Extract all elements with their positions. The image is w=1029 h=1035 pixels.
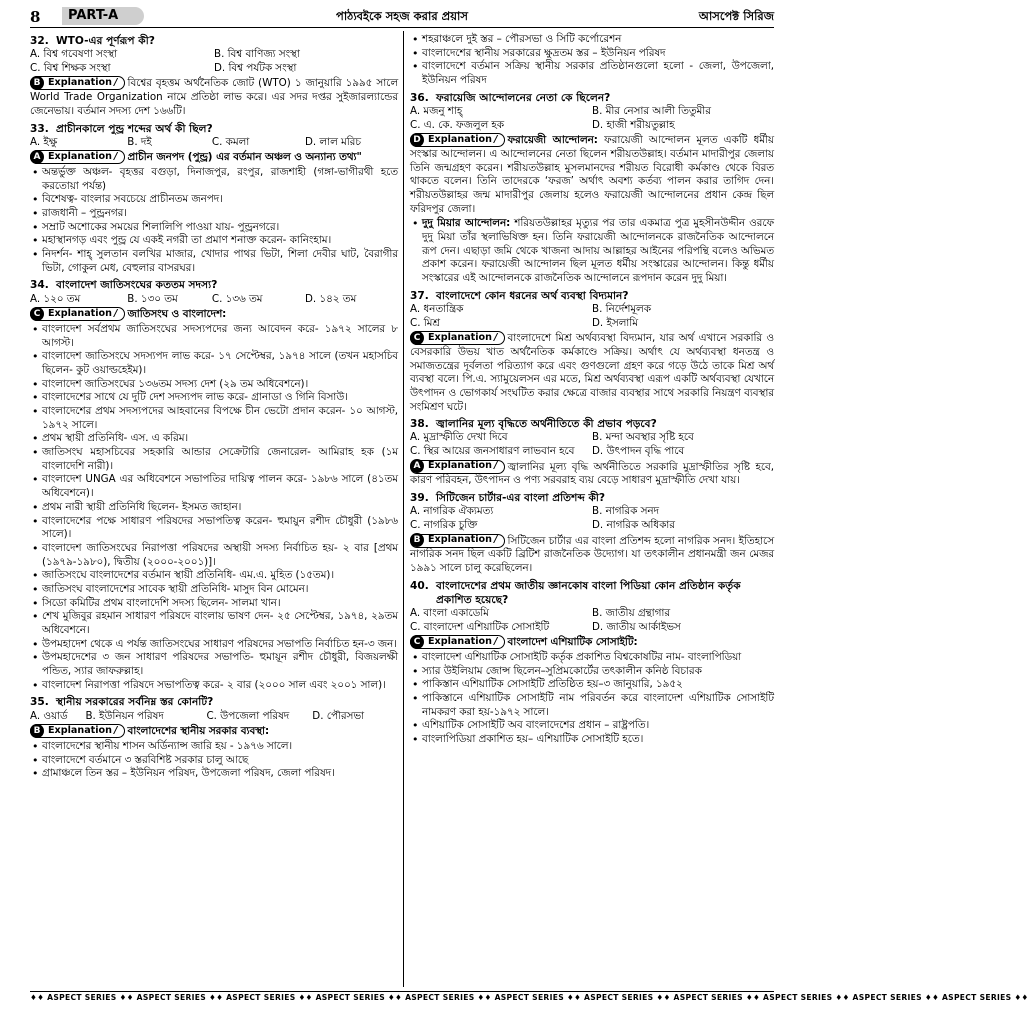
list-item: • মহাস্থানগড় এবং পুন্ড্র যে একই নগরী তা প্রমাণ শনাক্ত করেন- কানিংহাম। (30, 234, 398, 248)
question-number: 33. (30, 122, 49, 135)
explanation (30, 724, 398, 739)
question-number: 36. (410, 91, 429, 104)
question-number: 38. (410, 418, 429, 431)
question-33 (30, 122, 398, 136)
badge-label: Explanation (428, 635, 492, 647)
explanation-heading: বাংলাদেশ এশিয়াটিক সোসাইটি: (507, 636, 638, 649)
explanation-badge: B Explanation / (410, 534, 505, 548)
explanation (30, 76, 398, 118)
option-c: C. উপজেলা পরিষদ (206, 709, 290, 722)
bullet-lead: দুদু মিয়ার আন্দোলন: (422, 217, 511, 230)
list-item: • পাকিস্তান এশিয়াটিক সোসাইটি প্রতিষ্ঠিত হয়–৩ জানুয়ারি, ১৯৫২ (410, 678, 774, 692)
explanation-heading: জাতিসংঘ ও বাংলাদেশ: (127, 308, 227, 321)
page-header (30, 6, 774, 28)
list-item: • বাংলাদেশে বর্তমান সক্রিয় স্থানীয় সরকার প্রতিষ্ঠানগুলো হলো - জেলা, উপজেলা, ইউনিয়ন পরিষদ (410, 60, 774, 87)
question-number: 35. (30, 696, 49, 709)
option-a: A. বিশ্ব গবেষণা সংস্থা (30, 48, 118, 61)
explanation-text: ফরায়েজী আন্দোলন মূলত একটি ধর্মীয় সংস্কার আন্দোলন। এ আন্দোলনের নেতা ছিলেন শরীয়তউল্লাহ। বর্তমান মাদারীপুর জেলায় তিনি জন্মগ্রহণ করেন। শরীয়তউল্লাহ মুসলমানদের শরীয়ত বিরোধী কর্মকাণ্ড থেকে বিরত থাকতে বলেন। তিনি তাদেরকে ‘ফরজ’ অর্থাৎ অবশ্য কর্তব্য পালন করার তাগিদ দেন। শরীয়তউল্লাহর জন্ম মাদারীপুর জেলায় হলেও ফরায়েজী আন্দোলনের প্রধান কেন্দ্র ছিল ফরিদপুর জেলা। (410, 134, 774, 215)
option-b: B. মীর নেসার আলী তিতুমীর (592, 104, 711, 117)
question-number: 32. (30, 35, 49, 47)
question-text: ফরায়েজি আন্দোলনের নেতা কে ছিলেন? (436, 91, 611, 104)
footer-series-band: ♦♦ ASPECT SERIES ♦♦ ASPECT SERIES ♦♦ ASPECT SERIES ♦♦ ASPECT SERIES ♦♦ ASPECT SERIES ♦♦ ASPECT SERIES ♦♦ ASPECT SERIES ♦♦ ASPECT SERIES ♦♦ ASPECT SERIES ♦♦ ASPECT SERIES ♦♦ ASPECT SERIES ♦♦ (30, 993, 1029, 1002)
answer-letter: A (410, 459, 424, 473)
explanation-heading: প্রাচীন জনপদ (পুন্ড্র) এর বর্তমান অঞ্চল ও অন্যান্য তথ্য" (127, 151, 362, 164)
explanation (410, 534, 774, 576)
explanation-heading: বাংলাদেশের স্থানীয় সরকার ব্যবস্থা: (127, 725, 270, 738)
list-item: • বাংলাদেশের প্রথম সদস্যপদের আহবানের বিপক্ষে চীন ভেটো প্রদান করেন- ১০ আগস্ট, ১৯৭২ সালে। (30, 405, 398, 432)
explanation-text: সিটিজেন চার্টার এর বাংলা প্রতিশব্দ হলো নাগরিক সনদ। ইতিহাসে নাগরিক সনদ ছিল একটি ব্রিটিশ রাজনৈতিক উদ্যোগ। যা তৎকালীন প্রধানমন্ত্রী জন মেজর ১৯৯১ সালে চালু করেছিলেন। (410, 534, 774, 574)
option-c: C. ১৩৬ তম (211, 292, 263, 305)
options (30, 136, 398, 150)
question-text: বাংলাদেশে কোন ধরনের অর্থ ব্যবস্থা বিদ্যমান? (436, 289, 629, 302)
explanation (30, 307, 398, 322)
options (30, 293, 398, 307)
option-a: A. মুদ্রাস্ফীতি দেখা দিবে (410, 431, 508, 444)
explanation (410, 635, 774, 650)
question-text: জ্বালানির মূল্য বৃদ্ধিতে অর্থনীতিতে কী প্রভাব পড়বে? (436, 418, 657, 431)
option-b: B. দই (127, 135, 152, 148)
option-b: B. নির্দেশমূলক (592, 302, 651, 315)
question-39 (410, 491, 774, 505)
list-item: • নিদর্শন- শাহ্ সুলতান বলখির মাজার, খোদার পাথর ভিটা, শিলা দেবীর ঘাট, বৈরাগীর ভিটা, গোকুল মেধ, বেহুলার বাসরঘর। (30, 248, 398, 275)
left-column (30, 31, 398, 989)
list-item: • বাংলাপিডিয়া প্রকাশিত হয়– এশিয়াটিক সোসাইটি হতে। (410, 733, 774, 747)
explanation-badge: A Explanation / (410, 460, 505, 474)
list-item: • সম্রাট অশোকের সময়ের শিলালিপি পাওয়া যায়- পুন্ড্রনগরে। (30, 221, 398, 235)
question-number: 34. (30, 279, 49, 292)
explanation-badge: C Explanation / (410, 331, 505, 345)
list-item: • অন্তর্ভুক্ত অঞ্চল- বৃহত্তর বগুড়া, দিনাজপুর, রংপুর, রাজশাহী (গঙ্গা-ভাগীরথী হতে করতোয়া পর্যন্ত) (30, 166, 398, 193)
bullet-list (410, 33, 774, 88)
answer-letter: B (30, 76, 44, 90)
list-item: • উপমহাদেশ থেকে এ পর্যন্ত জাতিসংঘের সাধারণ পরিষদের সভাপতি নির্বাচিত হন-৩ জন। (30, 638, 398, 652)
question-text: সিটিজেন চার্টার-এর বাংলা প্রতিশব্দ কী? (436, 492, 606, 505)
option-a: A. বাংলা একাডেমি (410, 606, 489, 619)
answer-letter: A (30, 150, 44, 164)
list-item: • রাজধানী – পুন্ড্রনগর। (30, 207, 398, 221)
list-item: • জাতিসংঘে বাংলাদেশের বর্তমান স্থায়ী প্রতিনিধি- এম.এ. মুহিত (১৫তম)। (30, 569, 398, 583)
explanation-text: জ্বালানির মূল্য বৃদ্ধি অর্থনীতিতে সরকারি মুদ্রাস্ফীতির সৃষ্টি হবে, কারণ পরিবহন, উৎপাদন ও পণ্য সরবরাহ ব্যয় বেড়ে সাধারণ মুদ্রাস্ফীতি দেখা যায়। (410, 460, 774, 487)
badge-label: Explanation (428, 460, 492, 472)
answer-letter: B (410, 533, 424, 547)
list-item: • বাংলাদেশের স্থানীয় সরকারের ক্ষুদ্রতম স্তর – ইউনিয়ন পরিষদ (410, 47, 774, 61)
explanation-text: বিশ্বের বৃহত্তম অর্থনৈতিক জোট (WTO) ১ জানুয়ারি ১৯৯৫ সালে World Trade Organization নামে প্রতিষ্ঠা লাভ করে। এর সদর দপ্তর সুইজারল্যান্ডের জেনেভায়। বর্তমান সদস্য দেশ ১৬৬টি। (30, 77, 398, 117)
explanation (410, 460, 774, 488)
list-item: • প্রথম নারী স্থায়ী প্রতিনিধি ছিলেন- ইসমত জাহান। (30, 501, 398, 515)
options (30, 710, 398, 724)
explanation-badge: B Explanation / (30, 724, 125, 738)
series-name: আসপেক্ট সিরিজ (698, 9, 774, 23)
option-c: C. কমলা (211, 135, 250, 148)
list-item: • জাতিসংঘ মহাসচিবের সহকারি আন্ডার সেক্রেটারি জেনারেল- আমিরাহ হক (১ম বাংলাদেশি নারী)। (30, 446, 398, 473)
bullet-text: শরিয়তউল্লাহর মৃত্যুর পর তার একমাত্র পুত্র মুহসীনউদ্দীন ওরফে দুদু মিয়া তাঁর স্থলাভিষিক্ত হন। তিনি ফরায়েজী আন্দোলনকে রাজনৈতিক আন্দোলনে রূপ দেন। এছাড়া জমি থেকে খাজনা আদায় আল্লাহর আইনের পরিপন্থি বলেও অভিমত প্রকাশ করেন। ফরায়েজী আন্দোলন ছিল মূলত ধর্মীয় সংস্কারের আন্দোলন। কিন্তু ধর্মীয় সংস্কারের এই আন্দোলনকে রাজনৈতিক আন্দোলনে রূপদান করেন দুদু মিয়া। (422, 217, 774, 285)
option-a: A. নাগরিক ঐক্যমত্য (410, 505, 494, 518)
list-item: • বাংলাদেশের সাথে যে দুটি দেশ সদস্যপদ লাভ করে- গ্রানাডা ও গিনি বিসাউ। (30, 391, 398, 405)
explanation (410, 331, 774, 414)
list-item: • বাংলাদেশের স্থানীয় শাসন অর্ডিন্যান্স জারি হয় - ১৯৭৬ সালে। (30, 740, 398, 754)
list-item: • স্যার উইলিয়াম জোন্স ছিলেন–সুপ্রিমকোর্টের তৎকালীন কনিষ্ঠ বিচারক (410, 665, 774, 679)
option-a: A. ১২০ তম (30, 292, 81, 305)
list-item: • বাংলাদেশ UNGA এর অধিবেশনে সভাপতির দায়িত্ব পালন করে- ১৯৮৬ সালে (৪১তম অধিবেশনে)। (30, 473, 398, 500)
question-40 (410, 579, 774, 607)
bullet-list (30, 740, 398, 781)
question-34 (30, 278, 398, 292)
option-d: D. জাতীয় আর্কাইভস (592, 620, 681, 633)
option-b: B. নাগরিক সনদ (592, 505, 659, 518)
option-d: D. হাজী শরীয়তুল্লাহ (592, 118, 675, 131)
badge-label: Explanation (428, 534, 492, 546)
explanation-badge: D Explanation / (410, 133, 505, 147)
answer-letter: D (410, 133, 424, 147)
badge-label: Explanation (428, 331, 492, 343)
question-number: 40. (410, 579, 429, 592)
list-item: • বাংলাদেশ জাতিসংঘের ১৩৬তম সদস্য দেশ (২৯ তম অধিবেশনে)। (30, 378, 398, 392)
right-column (410, 31, 774, 989)
bullet-list (30, 166, 398, 276)
badge-label: Explanation (428, 133, 492, 145)
option-d: D. উৎপাদন বৃদ্ধি পাবে (592, 445, 685, 458)
question-36 (410, 91, 774, 105)
list-item: • প্রথম স্থায়ী প্রতিনিধি- এস. এ করিম। (30, 432, 398, 446)
question-35 (30, 695, 398, 709)
header-title: পাঠ্যবইকে সহজ করার প্রয়াস (336, 9, 468, 23)
option-a: A. ওয়ার্ড (30, 709, 68, 722)
list-item: • বাংলাদেশ নিরাপত্তা পরিষদে সভাপতিত্ব করে- ২ বার (২০০০ সাল এবং ২০০১ সাল)। (30, 679, 398, 693)
part-label: PART-A (62, 7, 144, 25)
bullet-list (30, 323, 398, 693)
option-a: A. ধনতান্ত্রিক (410, 302, 464, 315)
bullet-list (410, 651, 774, 747)
option-c: C. বিশ্ব শিক্ষক সংস্থা (30, 61, 111, 74)
badge-label: Explanation (48, 77, 112, 89)
list-item: • বাংলাদেশে বর্তমানে ৩ স্তরবিশিষ্ট সরকার চালু আছে (30, 754, 398, 768)
question-32 (30, 34, 398, 48)
question-text: বাংলাদেশের প্রথম জাতীয় জ্ঞানকোষ বাংলা পিডিয়া কোন প্রতিষ্ঠান কর্তৃক প্রকাশিত হয়েছে? (436, 579, 741, 606)
explanation-lead: ফরায়েজী আন্দোলন: (507, 134, 598, 147)
options (410, 431, 774, 458)
option-c: C. বাংলাদেশ এশিয়াটিক সোসাইটি (410, 620, 550, 633)
list-item: • জাতিসংঘ বাংলাদেশের সাবেক স্থায়ী প্রতিনিধি- মাসুদ বিন মোমেন। (30, 583, 398, 597)
option-a: A. মজনু শাহ্ (410, 104, 463, 117)
options (410, 505, 774, 532)
list-item: • পাকিস্তানে এশিয়াটিক সোসাইটি নাম পরিবর্তন করে বাংলাদেশ এশিয়াটিক সোসাইটি নামকরণ করা হয়-১৯৭২ সালে। (410, 692, 774, 719)
explanation (30, 150, 398, 165)
header-rule (30, 27, 774, 28)
list-item: • শহরাঞ্চলে দুই স্তর – পৌরসভা ও সিটি কর্পোরেশন (410, 33, 774, 47)
list-item: • বাংলাদেশের পক্ষে সাধারণ পরিষদের সভাপতিত্ব করেন- হুমায়ুন রশীদ চৌধুরী (১৯৮৬ সালে)। (30, 515, 398, 542)
page-number: 8 (30, 8, 41, 26)
explanation-text: বাংলাদেশে মিশ্র অর্থব্যবস্থা বিদ্যমান, যার অর্থ এখানে সরকারি ও বেসরকারি উভয় খাত অর্থনৈতিক কর্মকাণ্ডে সক্রিয়। অর্থাৎ যে অর্থব্যবস্থা ধনতন্ত্র ও সমাজতন্ত্রের দূর্বলতা পরিত্যাগ করে এবং গুণগুলো গ্রহণ করে গড়ে উঠে তাকে মিশ্র অর্থ ব্যবস্থা বলে। পি.এ. স্যামুয়েলসন এর মতে, মিশ্র অর্থব্যবস্থা এরূপ একটি অর্থব্যবস্থা যেখানে উৎপাদন ও ভোগকার্য সংঘটিত করার ক্ষেত্রে বাজার ব্যবস্থার সাথে সরকারি নিয়ন্ত্রণ ব্যবস্থার সংমিশ্রণ ঘটে। (410, 332, 774, 413)
answer-letter: C (410, 635, 424, 649)
option-c: C. মিশ্র (410, 316, 440, 329)
explanation-badge: A Explanation / (30, 150, 125, 164)
question-number: 37. (410, 289, 429, 302)
options (410, 607, 774, 634)
badge-label: Explanation (48, 307, 112, 319)
options (410, 303, 774, 330)
badge-label: Explanation (48, 724, 112, 736)
list-item: • এশিয়াটিক সোসাইটি অব বাংলাদেশের প্রধান – রাষ্ট্রপতি। (410, 719, 774, 733)
question-text: WTO-এর পূর্ণরূপ কী? (56, 35, 155, 47)
option-c: C. নাগরিক চুক্তি (410, 518, 478, 531)
list-item: • বিশেষত্ব- বাংলার সবচেয়ে প্রাচীনতম জনপদ। (30, 193, 398, 207)
list-item: • গ্রামাঞ্চলে তিন স্তর – ইউনিয়ন পরিষদ, উপজেলা পরিষদ, জেলা পরিষদ। (30, 767, 398, 781)
option-b: B. ১৩০ তম (127, 292, 178, 305)
list-item: • বাংলাদেশ জাতিসংঘের নিরাপত্তা পরিষদের অস্থায়ী সদস্য নির্বাচিত হয়- ২ বার [প্রথম (১৯৭৯-১৯৮০), দ্বিতীয় (২০০০-২০০১)]। (30, 542, 398, 569)
option-a: A. ইক্ষু (30, 135, 58, 148)
question-text: প্রাচীনকালে পুন্ড্র শব্দের অর্থ কী ছিল? (56, 122, 213, 135)
badge-label: Explanation (48, 150, 112, 162)
list-item: • উপমহাদেশের ৩ জন সাধারণ পরিষদের সভাপতি- হুমায়ূন রশীদ চৌধুরী, বিজয়লক্ষী পন্ডিত, স্যার জাফরুল্লাহ। (30, 651, 398, 678)
option-d: D. ইসলামি (592, 316, 638, 329)
option-b: B. মন্দা অবস্থার সৃষ্টি হবে (592, 431, 694, 444)
answer-letter: C (410, 331, 424, 345)
option-c: C. স্থির আয়ের জনসাধারণ লাভবান হবে (410, 445, 575, 458)
question-37 (410, 289, 774, 303)
question-38 (410, 417, 774, 431)
options (30, 48, 398, 75)
column-divider (403, 31, 404, 987)
option-d: D. নাগরিক অধিকার (592, 518, 675, 531)
option-d: D. বিশ্ব পর্যটক সংস্থা (214, 61, 297, 74)
option-d: D. লাল মরিচ (304, 135, 361, 148)
option-b: B. ইউনিয়ন পরিষদ (85, 709, 164, 722)
answer-letter: B (30, 724, 44, 738)
explanation-badge: C Explanation / (30, 307, 125, 321)
option-b: B. জাতীয় গ্রন্থাগার (592, 606, 670, 619)
question-number: 39. (410, 492, 429, 505)
explanation-badge: B Explanation / (30, 76, 125, 90)
list-item (410, 217, 774, 285)
list-item: • শেখ মুজিবুর রহমান সাধারণ পরিষদে বাংলায় ভাষণ দেন- ২৫ সেপ্টেম্বর, ১৯৭৪, ২৯তম অধিবেশনে। (30, 610, 398, 637)
list-item: • বাংলাদেশ এশিয়াটিক সোসাইটি কর্তৃক প্রকাশিত বিশ্বকোষটির নাম- বাংলাপিডিয়া (410, 651, 774, 665)
options (410, 105, 774, 132)
question-text: বাংলাদেশ জাতিসংঘের কততম সদস্য? (56, 279, 218, 292)
bullet-list (410, 217, 774, 285)
answer-letter: C (30, 307, 44, 321)
list-item: • সিডো কমিটির প্রথম বাংলাদেশি সদস্য ছিলেন- সালমা খান। (30, 597, 398, 611)
question-text: স্থানীয় সরকারের সর্বনিম্ন স্তর কোনটি? (56, 696, 214, 709)
explanation-badge: C Explanation / (410, 635, 505, 649)
explanation (410, 133, 774, 216)
option-d: D. পৌরসভা (312, 709, 365, 722)
list-item: • বাংলাদেশ সর্বপ্রথম জাতিসংঘের সদস্যপদের জন্য আবেদন করে- ১৯৭২ সালের ৮ আগস্ট। (30, 323, 398, 350)
option-d: D. ১৪২ তম (304, 292, 357, 305)
option-b: B. বিশ্ব বাণিজ্য সংস্থা (214, 48, 300, 61)
option-c: C. এ. কে. ফজলুল হক (410, 118, 505, 131)
list-item: • বাংলাদেশ জাতিসংঘে সদস্যপদ লাভ করে- ১৭ সেপ্টেম্বর, ১৯৭৪ সালে (তখন মহাসচিব ছিলেন- কুট ওয়াল্ডহেইম)। (30, 350, 398, 377)
